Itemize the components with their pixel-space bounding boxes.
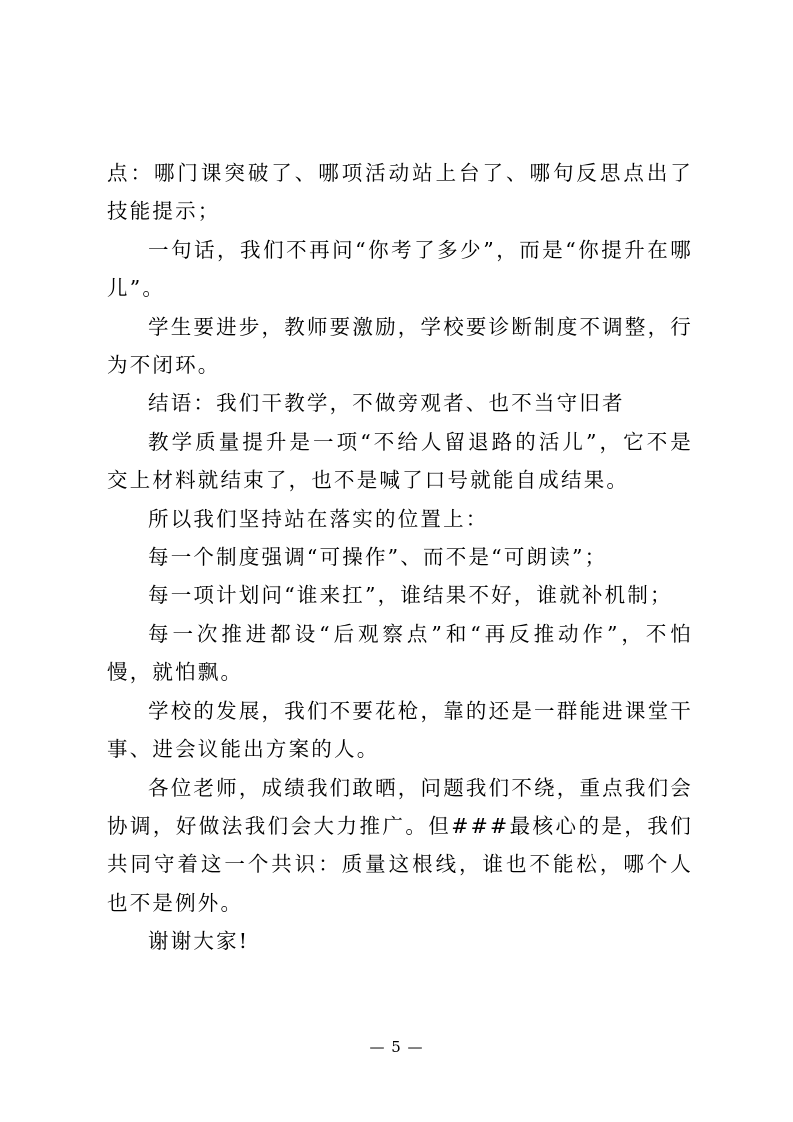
closing-line: 谢谢大家! [148,929,250,954]
page-number: — 5 — [369,1038,424,1056]
paragraph: 学生要进步，教师要激励，学校要诊断制度不调整，行为不闭环。 [107,314,693,378]
list-item: 每一次推进都设“后观察点”和“再反推动作”，不怕慢，就怕飘。 [107,621,693,685]
list-item: 每一项计划问“谁来扛”，谁结果不好，谁就补机制； [148,583,673,608]
paragraph: 一句话，我们不再问“你考了多少”，而是“你提升在哪儿”。 [107,237,693,301]
paragraph-continuation: 点：哪门课突破了、哪项活动站上台了、哪句反思点出了技能提示； [107,161,693,224]
paragraph: 各位老师，成绩我们敢晒，问题我们不绕，重点我们会协调，好做法我们会大力推广。但###最核心的是，我们共同守着这一个共识：质量这根线，谁也不能松，哪个人也不是例外。 [107,775,693,915]
section-heading: 结语：我们干教学，不做旁观者、也不当守旧者 [148,391,625,416]
document-body [107,154,693,961]
list-item: 每一个制度强调“可操作”、而不是“可朗读”； [148,545,608,570]
paragraph: 教学质量提升是一项“不给人留退路的活儿”，它不是交上材料就结束了，也不是喊了口号就能自成结果。 [107,429,693,493]
paragraph: 学校的发展，我们不要花枪，靠的还是一群能进课堂干事、进会议能出方案的人。 [107,698,693,762]
paragraph: 所以我们坚持站在落实的位置上： [148,506,489,531]
